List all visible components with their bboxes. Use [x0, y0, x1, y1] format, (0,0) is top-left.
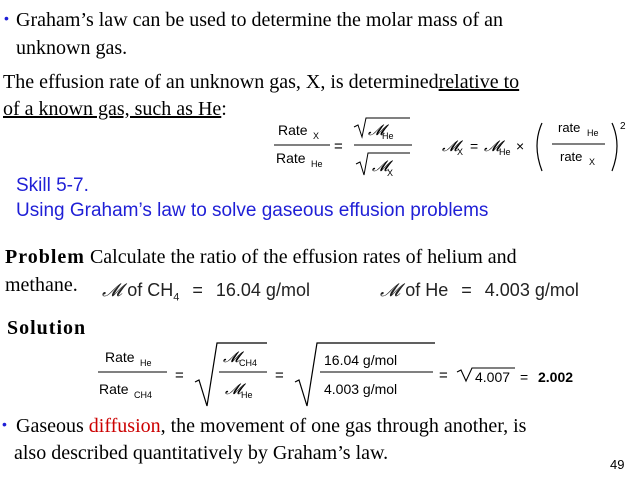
bullet-2-b: , the movement of one gas through another, is: [160, 415, 527, 437]
f1-num-m: 𝓜: [368, 122, 385, 139]
effusion-line2-underlined: of a known gas, such as He: [3, 98, 222, 120]
solution-equation: [95, 340, 615, 410]
ch4-sub: 4: [173, 291, 180, 304]
ch4-of: of: [127, 280, 143, 300]
sol-m-den: 𝓜: [225, 381, 242, 398]
bullet-2-line2: also described quantitatively by Graham’s law.: [14, 442, 389, 464]
problem-line2: methane.: [5, 274, 78, 296]
f2-lhs-sub: X: [457, 147, 464, 157]
f1-lhs-den-sub: He: [311, 159, 323, 169]
formula-molar-mass: [440, 115, 635, 180]
formula-graham-ratio: [270, 115, 420, 185]
molar-mass-he: [380, 280, 579, 301]
sol-lhs-den-sub: CH4: [134, 390, 153, 400]
bullet-2-marker: •: [2, 416, 7, 432]
skill-subtitle: Using Graham’s law to solve gaseous effusion problems: [16, 200, 489, 221]
skill-title: Skill 5-7.: [16, 175, 89, 196]
effusion-line1-text: The effusion rate of an unknown gas, X, is determined: [3, 71, 439, 93]
sol-eq1: =: [175, 367, 184, 384]
bullet-2-a: Gaseous: [16, 415, 89, 437]
effusion-line2: [3, 97, 227, 121]
sol-m-num-sub: CH4: [239, 358, 258, 368]
problem-line1: [5, 245, 517, 269]
solution-label: Solution: [7, 317, 87, 339]
sol-result: 2.002: [538, 369, 574, 385]
he-of: of: [405, 280, 421, 300]
ch4-eq: =: [192, 280, 203, 300]
ch4-formula: CH: [147, 280, 174, 300]
sol-eq4: =: [520, 369, 529, 385]
f2-den-sub: X: [589, 157, 596, 167]
f1-lhs-num: Rate: [278, 122, 308, 138]
f2-times: ×: [516, 138, 525, 154]
diffusion-term: diffusion: [88, 415, 161, 437]
f1-den-m: 𝓜: [372, 158, 389, 175]
f1-lhs-num-sub: X: [313, 131, 320, 141]
sol-lhs-num-sub: He: [140, 358, 152, 368]
f1-num-sub: He: [382, 131, 394, 141]
bullet-1-marker: •: [4, 10, 9, 26]
effusion-line1: [3, 70, 519, 94]
f2-eq: =: [470, 138, 479, 154]
f2-m-sub: He: [499, 147, 511, 157]
f1-eq: =: [334, 138, 343, 155]
bullet-1-line2: unknown gas.: [16, 37, 128, 59]
effusion-line1-underlined: relative to: [438, 71, 520, 93]
f2-paren-left: [537, 123, 542, 171]
sol-m-num: 𝓜: [223, 349, 240, 366]
ch4-value: 16.04 g/mol: [215, 280, 310, 300]
page-number: 49: [610, 457, 625, 472]
f2-power: 2: [620, 121, 626, 132]
f1-den-sub: X: [387, 168, 394, 178]
he-eq: =: [461, 280, 472, 300]
he-value: 4.003 g/mol: [484, 280, 579, 300]
molar-mass-ch4: [102, 280, 310, 304]
sol-eq2: =: [275, 367, 284, 384]
f2-paren-right: [612, 123, 617, 171]
f2-m: 𝓜: [484, 138, 501, 155]
problem-label: Problem: [5, 246, 85, 268]
ch4-m: 𝓜: [102, 280, 123, 300]
sol-lhs-num: Rate: [105, 349, 135, 365]
sol-v-num: 16.04 g/mol: [324, 352, 398, 368]
he-formula: He: [425, 280, 449, 300]
f1-lhs-den: Rate: [276, 150, 306, 166]
f2-num: rate: [558, 120, 581, 135]
sol-eq3: =: [439, 367, 448, 384]
problem-text-1: Calculate the ratio of the effusion rates of helium and: [84, 246, 517, 268]
bullet-2-line1: [16, 414, 526, 438]
effusion-line2-colon: :: [221, 98, 227, 120]
sol-sqrt-val: 4.007: [475, 369, 511, 385]
he-m: 𝓜: [380, 280, 401, 300]
f2-den: rate: [560, 149, 583, 164]
sol-lhs-den: Rate: [99, 381, 129, 397]
sol-v-den: 4.003 g/mol: [324, 381, 398, 397]
f2-num-sub: He: [587, 128, 599, 138]
sol-m-den-sub: He: [241, 390, 253, 400]
f2-lhs-m: 𝓜: [442, 138, 459, 155]
bullet-1-line1: Graham’s law can be used to determine the molar mass of an: [16, 9, 504, 31]
